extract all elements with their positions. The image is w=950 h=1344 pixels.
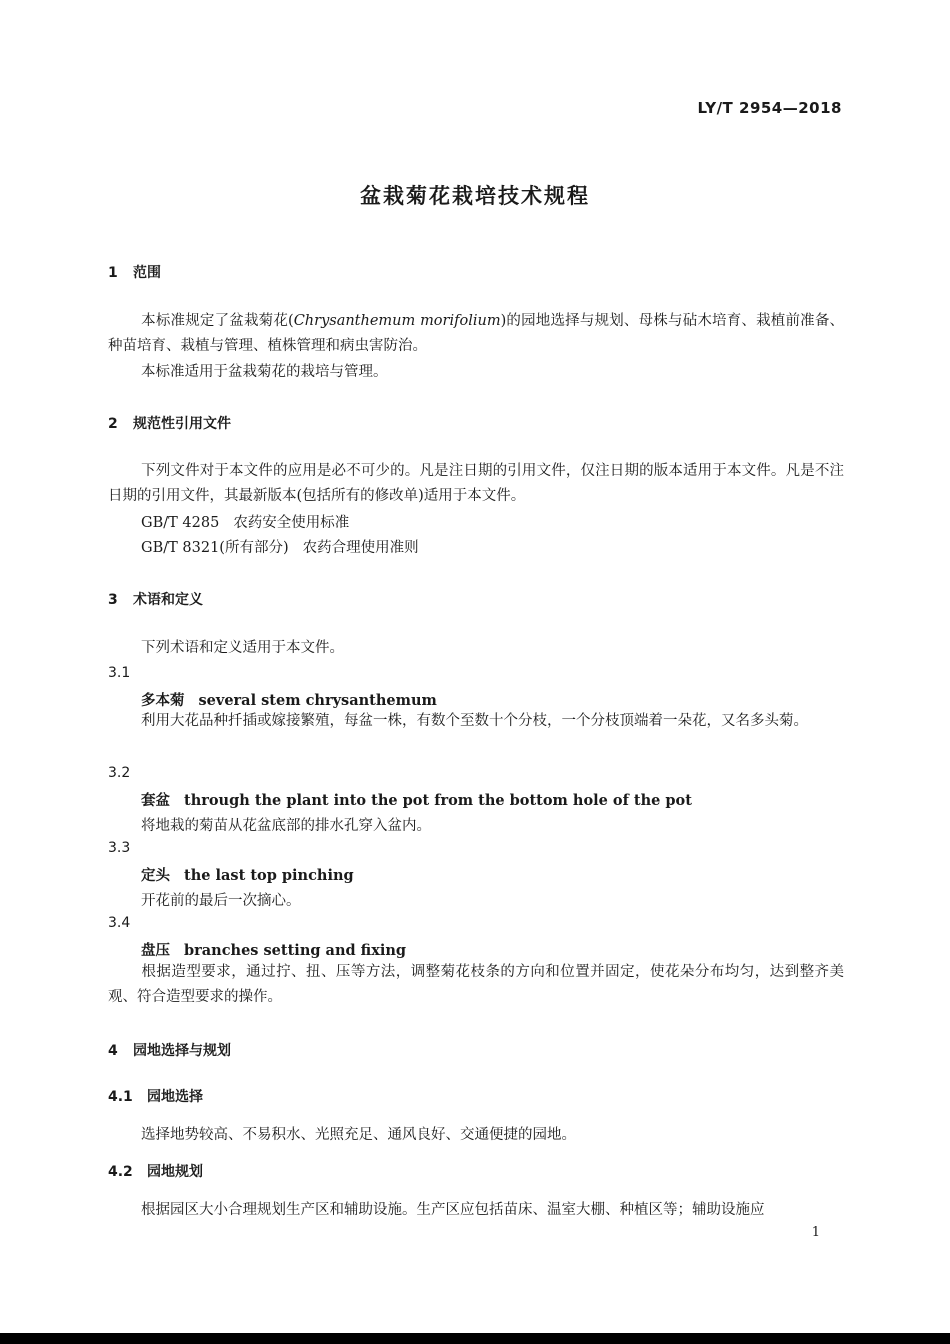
reference-item: GB/T 4285 农药安全使用标准: [141, 515, 350, 531]
reference-item: GB/T 8321(所有部分) 农药合理使用准则: [141, 540, 419, 556]
section-number: 3: [108, 592, 118, 608]
section-2-heading: [108, 413, 231, 433]
subsection-number: 4.2: [108, 1164, 133, 1180]
subsection-4-2-text: 根据园区大小合理规划生产区和辅助设施。生产区应包括苗床、温室大棚、种植区等；辅助设施应: [141, 1202, 765, 1218]
document-title: 盆栽菊花栽培技术规程: [360, 184, 590, 208]
section-1-paragraph-2: 本标准适用于盆栽菊花的栽培与管理。: [141, 364, 388, 380]
term-heading: 多本菊 several stem chrysanthemum: [141, 692, 437, 709]
section-title: 规范性引用文件: [133, 416, 231, 432]
subsection-title: 园地选择: [147, 1089, 203, 1105]
section-number: 4: [108, 1043, 118, 1059]
term-definition: 利用大花品种扦插或嫁接繁殖，每盆一株，有数个至数十个分枝，一个分枝顶端着一朵花，又名多头菊。: [141, 713, 808, 729]
bottom-border-divider: [0, 1333, 950, 1344]
subsection-title: 园地规划: [147, 1164, 203, 1180]
term-number: 3.3: [108, 840, 131, 856]
section-4-heading: [108, 1040, 231, 1060]
section-2-paragraph-1: 下列文件对于本文件的应用是必不可少的。凡是注日期的引用文件，仅注日期的版本适用于本文件。凡是不注日期的引用文件，其最新版本(包括所有的修改单)适用于本文件。: [108, 463, 844, 504]
section-number: 2: [108, 416, 118, 432]
section-1-heading: [108, 262, 161, 282]
standard-number: LY/T 2954—2018: [697, 99, 842, 117]
term-heading: 盘压 branches setting and fixing: [141, 942, 407, 959]
term-number: 3.2: [108, 765, 131, 781]
section-3-intro: 下列术语和定义适用于本文件。: [141, 640, 344, 656]
term-definition: 将地栽的菊苗从花盆底部的排水孔穿入盆内。: [141, 818, 431, 834]
page-number: 1: [811, 1225, 820, 1240]
section-title: 术语和定义: [133, 592, 203, 608]
term-number: 3.1: [108, 665, 131, 681]
subsection-4-1-text: 选择地势较高、不易积水、光照充足、通风良好、交通便捷的园地。: [141, 1127, 576, 1143]
section-1-paragraph-1: 本标准规定了盆栽菊花(Chrysanthemum morifolium)的园地选择与规划、母株与砧木培育、栽植前准备、种苗培育、栽植与管理、植株管理和病虫害防治。: [108, 313, 845, 354]
subsection-4-1-heading: [108, 1086, 203, 1106]
term-heading: 套盆 through the plant into the pot from the bottom hole of the pot: [141, 792, 692, 809]
term-number: 3.4: [108, 915, 131, 931]
section-title: 园地选择与规划: [133, 1043, 231, 1059]
term-definition: 根据造型要求，通过拧、扭、压等方法，调整菊花枝条的方向和位置并固定，使花朵分布均匀，达到整齐美观、符合造型要求的操作。: [108, 964, 844, 1005]
latin-name: Chrysanthemum morifolium: [293, 313, 501, 329]
section-3-heading: [108, 589, 203, 609]
term-definition: 开花前的最后一次摘心。: [141, 893, 301, 909]
subsection-4-2-heading: [108, 1161, 203, 1181]
subsection-number: 4.1: [108, 1089, 133, 1105]
section-title: 范围: [133, 265, 161, 281]
section-number: 1: [108, 265, 118, 281]
term-heading: 定头 the last top pinching: [141, 867, 354, 884]
